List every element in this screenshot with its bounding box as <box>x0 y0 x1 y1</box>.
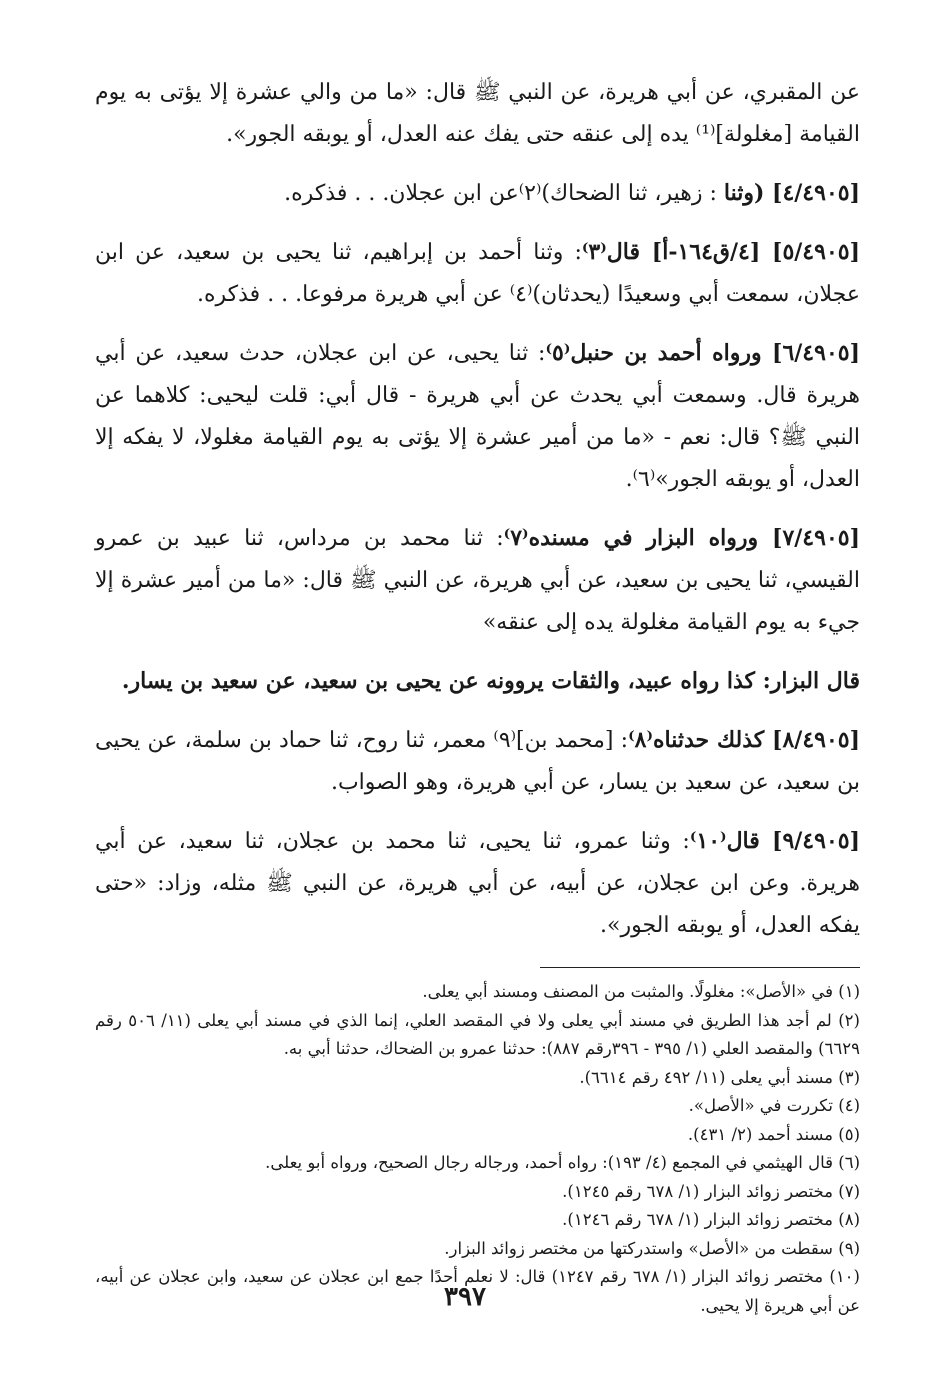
footnote-separator <box>540 967 860 968</box>
page-number: ٣٩٧ <box>444 1282 486 1312</box>
footnote-1: (١) في «الأصل»: مغلولًا. والمثبت من المصنف ومسند أبي يعلى. <box>422 982 860 1001</box>
bazzar-comment: قال البزار: كذا رواه عبيد، والثقات يروونه عن يحيى بن سعيد، عن سعيد بن يسار. <box>121 668 860 694</box>
hadith-number: [٧/٤٩٠٥] ورواه البزار في مسنده⁽٧⁾ <box>503 525 860 551</box>
paragraph-text: : ثنا يحيى، عن ابن عجلان، حدث سعيد، عن أبي هريرة قال. وسمعت أبي يحدث عن أبي هريرة - قال أبي: قلت ليحيى: كلاهما عن النبي ﷺ؟ قال: نعم - «ما من أمير عشرة إلا يؤتى به يوم القيامة مغلولا، لا يفكه إلا العدل، أو يوبقه الجور»⁽٦⁾. <box>95 341 860 492</box>
paragraph-text: : [محمد بن]⁽٩⁾ معمر، ثنا روح، ثنا حماد بن سلمة، عن يحيى بن سعيد، عن سعيد بن يسار، عن أبي هريرة، وهو الصواب. <box>95 728 860 795</box>
hadith-number: [٩/٤٩٠٥] قال⁽١٠⁾ <box>689 828 860 854</box>
paragraph-text: : وثنا أحمد بن إبراهيم، ثنا يحيى بن سعيد، عن ابن عجلان، سمعت أبي وسعيدًا (يحدثان)⁽٤⁾ عن أبي هريرة مرفوعا. . . فذكره. <box>95 240 860 307</box>
footnote-9: (٩) سقطت من «الأصل» واستدركتها من مختصر زوائد البزار. <box>444 1238 860 1258</box>
paragraph-7 <box>95 719 860 804</box>
paragraph-4 <box>95 332 860 501</box>
footnote-2: (٢) لم أجد هذا الطريق في مسند أبي يعلى ولا في المقصد العلي، إنما الذي في مسند أبي يعلى (١١/ ٥٠٦ رقم ٦٦٢٩) والمقصد العلي (١/ ٣٩٥ - ٣٩٦رقم ٨٨٧): حدثنا عمرو بن الضحاك، حدثنا أبي به. <box>95 1010 860 1058</box>
paragraph-2 <box>95 172 860 215</box>
paragraph-text: : زهير، ثنا الضحاك)⁽٢⁾عن ابن عجلان. . . فذكره. <box>284 181 724 206</box>
footnotes <box>95 978 860 1320</box>
hadith-number: [٦/٤٩٠٥] ورواه أحمد بن حنبل⁽٥⁾ <box>545 340 860 366</box>
footnote-6: (٦) قال الهيثمي في المجمع (٤/ ١٩٣): رواه أحمد، ورجاله رجال الصحيح، ورواه أبو يعلى. <box>265 1153 860 1172</box>
hadith-number: [٤/٤٩٠٥] (وثنا <box>723 180 860 206</box>
paragraph-text: : ثنا محمد بن مرداس، ثنا عبيد بن عمرو القيسي، ثنا يحيى بن سعيد، عن أبي هريرة، عن النبي ﷺ قال: «ما من أمير عشرة إلا جيء به يوم القيامة مغلولة يده إلى عنقه» <box>95 526 860 635</box>
footnote-4: (٤) تكررت في «الأصل». <box>688 1096 860 1115</box>
paragraph-3 <box>95 231 860 316</box>
paragraph-text: عن المقبري، عن أبي هريرة، عن النبي ﷺ قال: «ما من والي عشرة إلا يؤتى به يوم القيامة [مغلولة]⁽¹⁾ يده إلى عنقه حتى يفك عنه العدل، أو يوبقه الجور». <box>95 80 860 147</box>
hadith-number: [٥/٤٩٠٥] [٤/ق١٦٤-أ] قال⁽٣⁾ <box>581 239 860 265</box>
footnote-10: (١٠) مختصر زوائد البزار (١/ ٦٧٨ رقم ١٢٤٧) قال: لا نعلم أحدًا جمع ابن عجلان عن سعيد، وابن عجلان عن أبيه، عن أبي هريرة إلا يحيى. <box>95 1267 860 1315</box>
paragraph-1 <box>95 72 860 156</box>
footnote-3: (٣) مسند أبي يعلى (١١/ ٤٩٢ رقم ٦٦١٤). <box>579 1067 860 1087</box>
main-text <box>95 72 860 947</box>
paragraph-text: : وثنا عمرو، ثنا يحيى، ثنا محمد بن عجلان، ثنا سعيد، عن أبي هريرة. وعن ابن عجلان، عن أبيه، عن أبي هريرة، عن النبي ﷺ مثله، وزاد: «حتى يفكه العدل، أو يوبقه الجور». <box>95 829 860 938</box>
footnote-8: (٨) مختصر زوائد البزار (١/ ٦٧٨ رقم ١٢٤٦). <box>562 1210 860 1229</box>
paragraph-6 <box>95 660 860 703</box>
hadith-number: [٨/٤٩٠٥] كذلك حدثناه⁽٨⁾ <box>628 727 861 753</box>
footnote-5: (٥) مسند أحمد (٢/ ٤٣١). <box>687 1124 860 1144</box>
footnote-7: (٧) مختصر زوائد البزار (١/ ٦٧٨ رقم ١٢٤٥). <box>562 1181 860 1201</box>
paragraph-5 <box>95 517 860 644</box>
paragraph-8 <box>95 820 860 947</box>
